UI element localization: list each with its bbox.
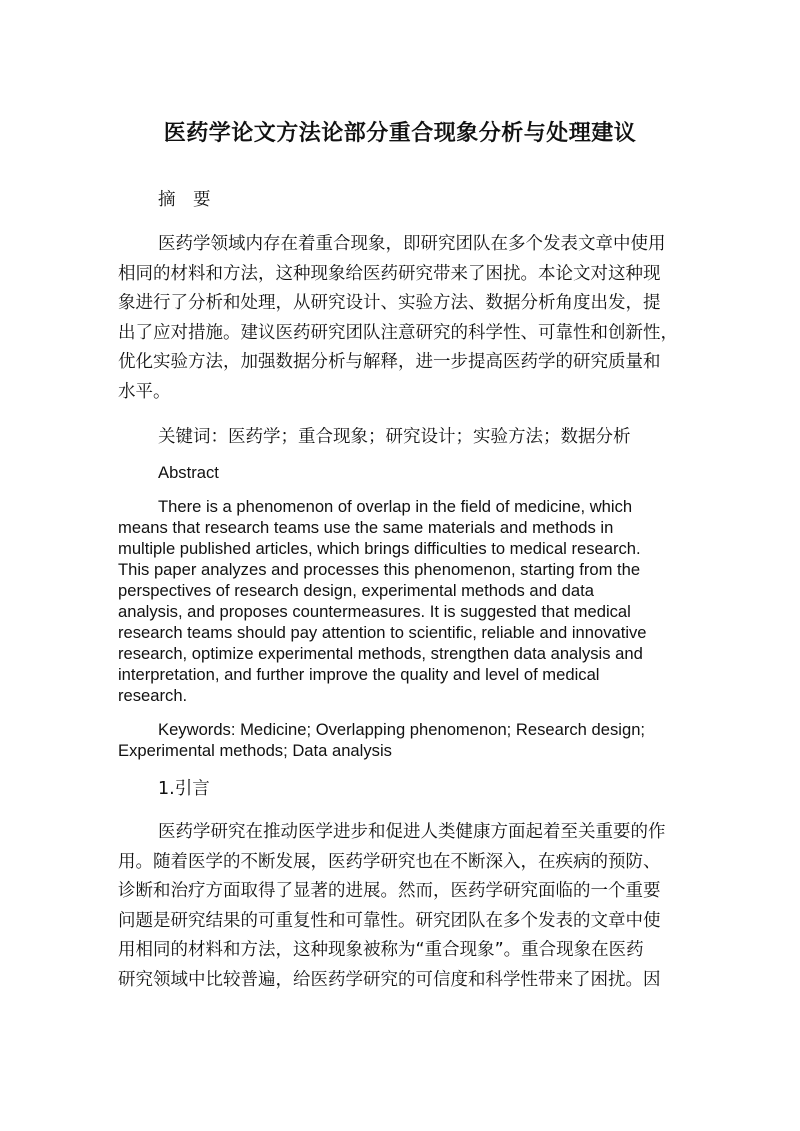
text-line: interpretation, and further improve the quality and level of medical [118,665,600,684]
text-line: multiple published articles, which brings difficulties to medical research. [118,539,641,558]
text-line: 医药学领域内存在着重合现象，即研究团队在多个发表文章中使用 [158,234,666,254]
text-line: 用相同的材料和方法，这种现象被称为“重合现象”。重合现象在医药 [118,940,644,960]
text-line: 优化实验方法，加强数据分析与解释，进一步提高医药学的研究质量和 [118,352,661,372]
text-line: research teams should pay attention to scientific, reliable and innovative [118,623,647,642]
abstract-cn-paragraph [118,230,678,407]
text-line: analysis, and proposes countermeasures. It is suggested that medical [118,602,631,621]
text-line: 出了应对措施。建议医药研究团队注意研究的科学性、可靠性和创新性， [118,322,678,343]
document-title: 医药学论文方法论部分重合现象分析与处理建议 [163,121,637,146]
abstract-cn-keywords: 关键词：医药学；重合现象；研究设计；实验方法；数据分析 [158,427,631,447]
text-line: Keywords: Medicine; Overlapping phenomenon; Research design; [158,720,646,739]
text-line: 医药学研究在推动医学进步和促进人类健康方面起着至关重要的作 [158,822,666,842]
text-line: 诊断和治疗方面取得了显著的进展。然而，医药学研究面临的一个重要 [118,881,661,901]
section-heading: 1.引言 [158,779,210,799]
text-line: 研究领域中比较普遍，给医药学研究的可信度和科学性带来了困扰。因 [118,969,661,990]
abstract-en-paragraph [118,496,647,706]
text-line: 用。随着医学的不断发展，医药学研究也在不断深入，在疾病的预防、 [118,851,661,872]
text-line: 水平。 [118,381,171,402]
abstract-en-heading: Abstract [158,463,219,482]
text-line: perspectives of research design, experimental methods and data [118,581,594,600]
text-line: There is a phenomenon of overlap in the field of medicine, which [158,497,633,516]
section-paragraph [118,818,666,995]
text-line: research. [118,686,188,705]
text-line: research, optimize experimental methods, strengthen data analysis and [118,644,643,663]
abstract-en-keywords [118,719,645,761]
text-line: 问题是研究结果的可重复性和可靠性。研究团队在多个发表的文章中使 [118,910,661,931]
text-line: 相同的材料和方法，这种现象给医药研究带来了困扰。本论文对这种现 [118,263,661,284]
text-line: 象进行了分析和处理，从研究设计、实验方法、数据分析角度出发，提 [118,293,661,313]
text-line: means that research teams use the same materials and methods in [118,518,614,537]
abstract-cn-heading: 摘 要 [158,190,211,210]
text-line: This paper analyzes and processes this phenomenon, starting from the [118,560,641,579]
text-line: Experimental methods; Data analysis [118,741,392,760]
